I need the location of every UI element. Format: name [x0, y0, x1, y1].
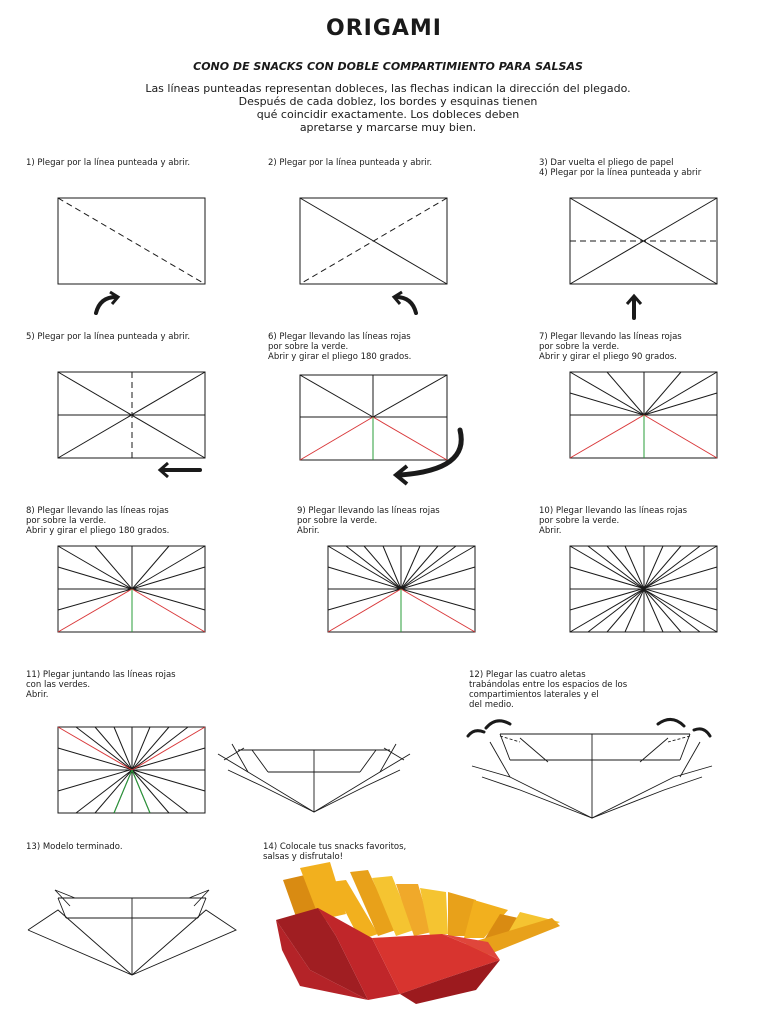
caption-line: 5) Plegar por la línea punteada y abrir. [26, 332, 191, 342]
caption-line: Abrir. [539, 526, 562, 536]
intro-line: Las líneas punteadas representan dobleces, las flechas indican la dirección del plegado. [145, 82, 631, 95]
caption-line: 12) Plegar las cuatro aletas [469, 670, 586, 680]
curved-arrow-icon [96, 297, 116, 313]
step-6-diagram [300, 375, 447, 460]
rotate-arrow-icon [400, 430, 461, 475]
snack-cone-photo [276, 862, 560, 1004]
caption-line: 7) Plegar llevando las líneas rojas [539, 332, 682, 342]
intro-line: qué coincidir exactamente. Los dobleces deben [256, 108, 520, 121]
step-3-4-diagram [570, 198, 717, 284]
caption-line: trabándolas entre los espacios de los [469, 680, 628, 690]
step-8-diagram [58, 546, 205, 632]
caption-line: por sobre la verde. [539, 516, 620, 526]
caption-line: 1) Plegar por la línea punteada y abrir. [26, 158, 191, 168]
caption-line: Abrir y girar el pliego 180 grados. [268, 352, 412, 362]
caption-line: por sobre la verde. [26, 516, 107, 526]
caption-line: Abrir. [26, 690, 49, 700]
caption-line: del medio. [469, 700, 514, 710]
page-subtitle: CONO DE SNACKS CON DOBLE COMPARTIMIENTO PARA SALSAS [193, 60, 583, 73]
caption-line: 11) Plegar juntando las líneas rojas [26, 670, 176, 680]
step-11-folded-model [218, 744, 410, 812]
intro-line: Después de cada doblez, los bordes y esquinas tienen [238, 95, 538, 108]
caption-line: por sobre la verde. [539, 342, 620, 352]
step-10-diagram [570, 546, 717, 632]
curl-arrow-icon [658, 719, 684, 726]
caption-line: Abrir. [297, 526, 320, 536]
caption-line: salsas y disfrutalo! [263, 852, 344, 862]
page-title: ORIGAMI [326, 16, 442, 41]
step-2-diagram [300, 198, 447, 284]
curl-arrow-icon [694, 729, 710, 736]
caption-line: 13) Modelo terminado. [26, 842, 123, 852]
caption-line: 6) Plegar llevando las líneas rojas [268, 332, 411, 342]
step-7-diagram [570, 372, 717, 458]
caption-line: 3) Dar vuelta el pliego de papel [539, 158, 674, 168]
step-13-diagram [28, 890, 236, 975]
intro-line: apretarse y marcarse muy bien. [299, 121, 477, 134]
caption-line: con las verdes. [26, 680, 91, 690]
step-1-diagram [58, 198, 205, 284]
step-12-diagram [472, 734, 712, 818]
step-9-diagram [328, 546, 475, 632]
curl-arrow-icon [468, 731, 484, 736]
caption-line: 2) Plegar por la línea punteada y abrir. [268, 158, 433, 168]
caption-line: 10) Plegar llevando las líneas rojas [539, 506, 688, 516]
caption-line: Abrir y girar el pliego 90 grados. [539, 352, 677, 362]
caption-line: por sobre la verde. [268, 342, 349, 352]
caption-line: por sobre la verde. [297, 516, 378, 526]
caption-line: 8) Plegar llevando las líneas rojas [26, 506, 169, 516]
caption-line: compartimientos laterales y el [469, 690, 599, 700]
step-11-diagram [58, 727, 205, 813]
curved-arrow-icon [396, 297, 416, 313]
step-5-diagram [58, 372, 205, 458]
caption-line: 14) Colocale tus snacks favoritos, [263, 842, 407, 852]
curl-arrow-icon [486, 721, 510, 728]
caption-line: Abrir y girar el pliego 180 grados. [26, 526, 170, 536]
caption-line: 4) Plegar por la línea punteada y abrir [539, 168, 702, 178]
caption-line: 9) Plegar llevando las líneas rojas [297, 506, 440, 516]
